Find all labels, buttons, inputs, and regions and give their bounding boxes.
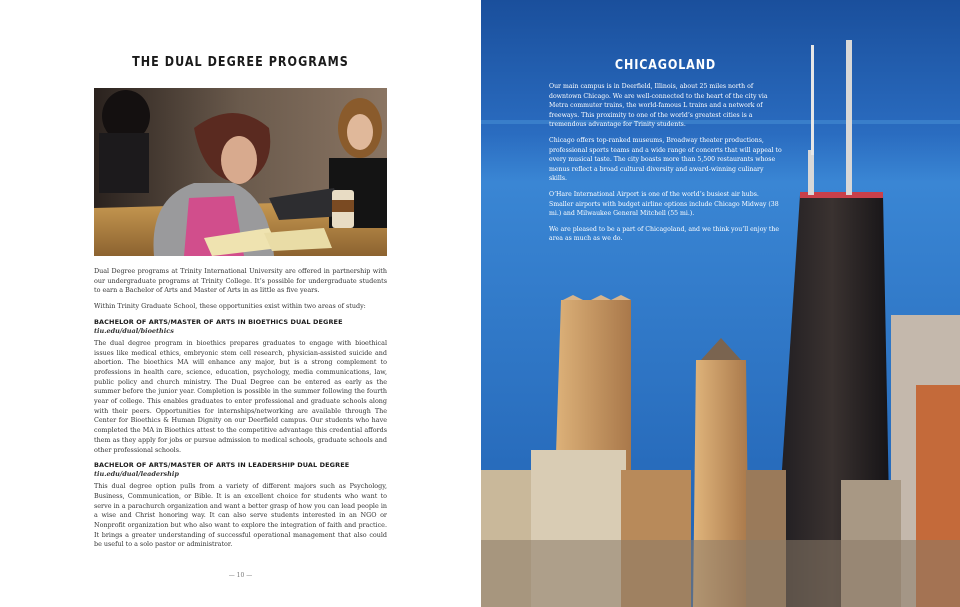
bioethics-link[interactable]: tiu.edu/dual/bioethics bbox=[94, 326, 174, 335]
bioethics-paragraph: The dual degree program in bioethics prepares graduates to engage with bioethical issues like medical ethics, embryonic stem cell research, physician-assisted suicide and abortion. The bioethics MA will enhance any major, but is a strong complement to professions in health care, science, education, psychology, media communications, law, public policy and church ministry. The Dual Degree can be entered as early as the summer before the junior year. Completion is possible in the summer following the fourth year of college. This enables graduates to enter professional and graduate schools along with their peers. Opportunities for internships/networking are available through The Center for Bioethics & Human Dignity on our Deerfield campus. Our students who have completed the MA in Bioethics attest to the competitive advantage this credential affords them as they apply for jobs or pursue admission to medical schools, graduate schools and other professional schools. bbox=[94, 338, 387, 454]
chicagoland-paragraph-3: O’Hare International Airport is one of the world’s busiest air hubs. Smaller airports with budget airline options include Chicago Midway (38 mi.) and Milwaukee General Mitchell (55 mi.). bbox=[549, 190, 779, 218]
leadership-link[interactable]: tiu.edu/dual/leadership bbox=[94, 470, 179, 479]
students-photo-illustration bbox=[94, 88, 387, 256]
page-title: THE DUAL DEGREE PROGRAMS bbox=[132, 55, 349, 70]
chicagoland-paragraph-4: We are pleased to be a part of Chicagoland, and we think you’ll enjoy the area as much as we do. bbox=[549, 225, 780, 243]
right-page bbox=[481, 0, 960, 607]
chicagoland-title: CHICAGOLAND bbox=[614, 58, 717, 73]
leadership-heading: BACHELOR OF ARTS/MASTER OF ARTS IN LEADERSHIP DUAL DEGREE bbox=[94, 461, 350, 470]
chicagoland-text bbox=[549, 82, 782, 250]
areas-of-study-paragraph: Within Trinity Graduate School, these opportunities exist within two areas of study: bbox=[94, 302, 366, 311]
body-text-column bbox=[94, 267, 387, 556]
intro-paragraph: Dual Degree programs at Trinity International University are offered in partnership with our undergraduate programs at Trinity College. It’s possible for undergraduate students to earn a Bachelor of Arts and Master of Arts in as little as five years. bbox=[94, 267, 387, 295]
students-studying-photo bbox=[94, 88, 387, 256]
chicagoland-paragraph-2: Chicago offers top-ranked museums, Broadway theater productions, professional sports teams and a wide range of concerts that will appeal to every musical taste. The city boasts more than 5,500 restaurants whose menus reflect a broad cultural diversity and award-winning culinary skills. bbox=[549, 136, 782, 183]
leadership-paragraph: This dual degree option pulls from a variety of different majors such as Psychology, Business, Communication, or Bible. It is an excellent choice for students who want to serve in a parachurch organization and want a better grasp of how you can lead people in a wise and Christ honoring way. It can also serve students interested in an NGO or Nonprofit organization but who also want to explore the integration of faith and practice. It brings a greater understanding of successful operational management that also could be useful to a solo pastor or administrator. bbox=[94, 482, 387, 549]
page-number: — 10 — bbox=[228, 572, 253, 579]
bioethics-heading: BACHELOR OF ARTS/MASTER OF ARTS IN BIOETHICS DUAL DEGREE bbox=[94, 317, 343, 326]
chicagoland-paragraph-1: Our main campus is in Deerfield, Illinois, about 25 miles north of downtown Chicago. We are well-connected to the heart of the city via Metra commuter trains, the world-famous L trains and a network of freeways. This proximity to one of the world’s greatest cities is a tremendous advantage for Trinity students. bbox=[549, 83, 768, 129]
